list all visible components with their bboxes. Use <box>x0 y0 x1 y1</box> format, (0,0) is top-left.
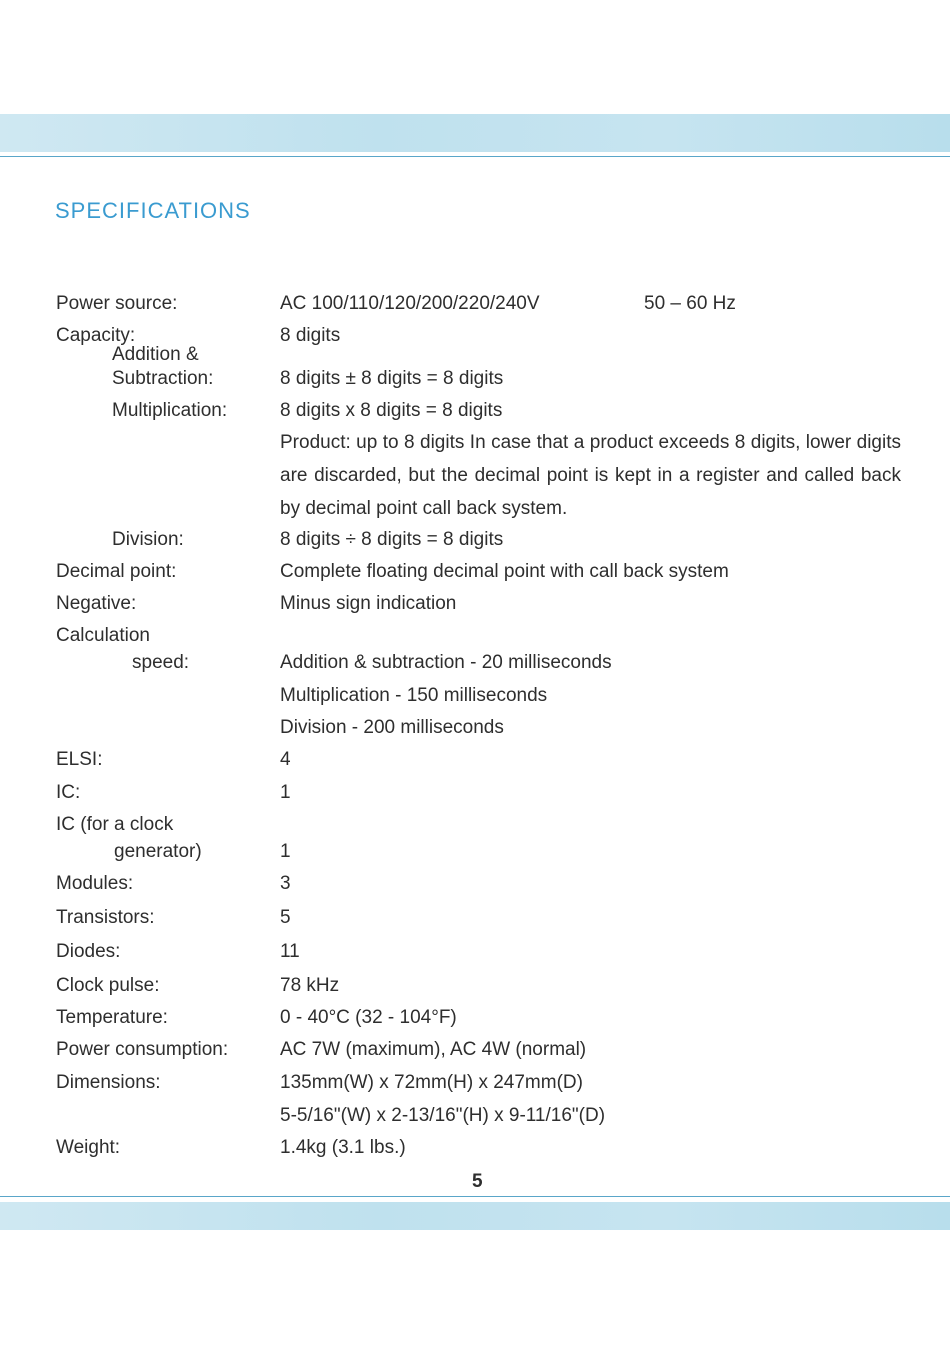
temperature-label: Temperature: <box>56 1007 168 1028</box>
multiplication-value: 8 digits x 8 digits = 8 digits <box>280 400 503 421</box>
dimensions-imperial: 5-5/16"(W) x 2-13/16"(H) x 9-11/16"(D) <box>280 1105 606 1126</box>
division-value: 8 digits ÷ 8 digits = 8 digits <box>280 529 504 550</box>
bottom-decorative-band <box>0 1202 950 1230</box>
subtraction-label: Subtraction: <box>112 368 214 389</box>
multiplication-label: Multiplication: <box>112 400 228 421</box>
calc-speed-mult: Multiplication - 150 milliseconds <box>280 685 548 706</box>
ic-clock-label-2: generator) <box>114 841 202 862</box>
dimensions-label: Dimensions: <box>56 1072 161 1093</box>
transistors-label: Transistors: <box>56 907 155 928</box>
diodes-label: Diodes: <box>56 941 121 962</box>
temperature-value: 0 - 40°C (32 - 104°F) <box>280 1007 457 1028</box>
ic-value: 1 <box>280 782 291 803</box>
ic-clock-value: 1 <box>280 841 291 862</box>
page-title: SPECIFICATIONS <box>55 198 251 223</box>
capacity-label: Capacity: <box>56 325 136 346</box>
power-consumption-value: AC 7W (maximum), AC 4W (normal) <box>280 1039 587 1060</box>
transistors-value: 5 <box>280 907 291 928</box>
decimal-point-label: Decimal point: <box>56 561 177 582</box>
power-source-value: AC 100/110/120/200/220/240V <box>280 293 540 314</box>
modules-value: 3 <box>280 873 291 894</box>
power-consumption-label: Power consumption: <box>56 1039 229 1060</box>
product-note: Product: up to 8 digits In case that a product exceeds 8 digits, lower digits are discarded, but the decimal point is kept in a register and called back by decimal point call back system. <box>280 432 901 519</box>
ic-label: IC: <box>56 782 81 803</box>
capacity-value: 8 digits <box>280 325 341 346</box>
negative-label: Negative: <box>56 593 137 614</box>
power-frequency: 50 – 60 Hz <box>644 293 736 314</box>
calc-speed-label-2: speed: <box>132 652 190 673</box>
clock-pulse-value: 78 kHz <box>280 975 340 996</box>
top-rule <box>0 156 950 157</box>
page-number: 5 <box>472 1171 483 1192</box>
elsi-value: 4 <box>280 749 291 770</box>
addition-value: 8 digits ± 8 digits = 8 digits <box>280 368 504 389</box>
power-source-label: Power source: <box>56 293 178 314</box>
calc-speed-addsub: Addition & subtraction - 20 milliseconds <box>280 652 612 673</box>
negative-value: Minus sign indication <box>280 593 457 614</box>
calc-speed-div: Division - 200 milliseconds <box>280 717 504 738</box>
bottom-rule <box>0 1196 950 1197</box>
modules-label: Modules: <box>56 873 134 894</box>
decimal-point-value: Complete floating decimal point with call back system <box>280 561 729 582</box>
ic-clock-label-1: IC (for a clock <box>56 814 174 835</box>
top-decorative-band <box>0 114 950 152</box>
elsi-label: ELSI: <box>56 749 103 770</box>
diodes-value: 11 <box>280 941 300 962</box>
division-label: Division: <box>112 529 184 550</box>
addition-label: Addition & <box>112 344 199 365</box>
clock-pulse-label: Clock pulse: <box>56 975 160 996</box>
calc-speed-label-1: Calculation <box>56 625 150 646</box>
dimensions-metric: 135mm(W) x 72mm(H) x 247mm(D) <box>280 1072 583 1093</box>
weight-value: 1.4kg (3.1 lbs.) <box>280 1137 406 1158</box>
weight-label: Weight: <box>56 1137 121 1158</box>
